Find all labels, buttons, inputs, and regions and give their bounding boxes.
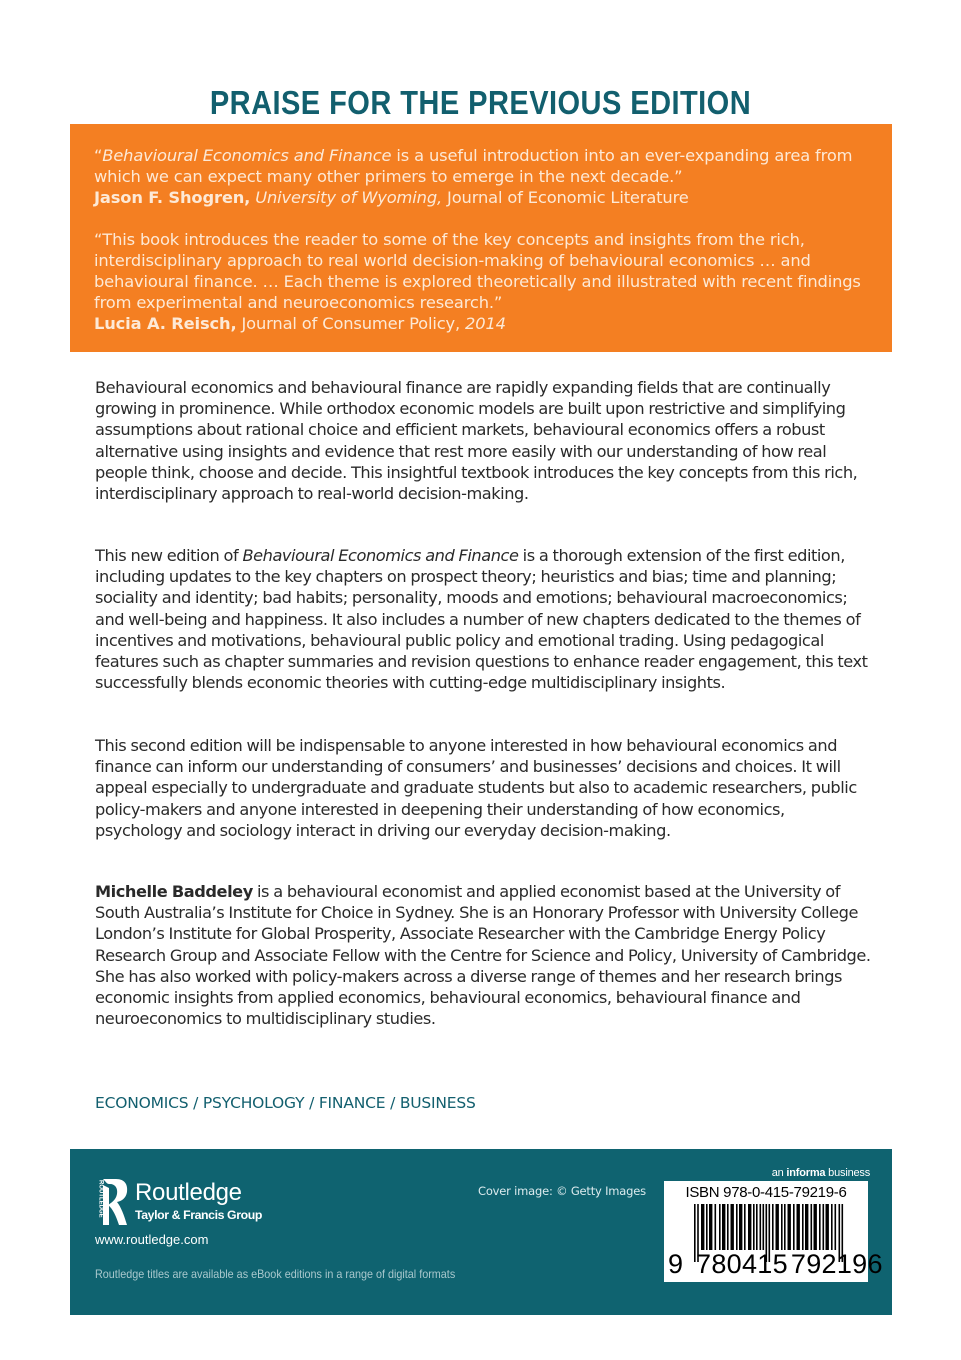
- cover-image-credit: Cover image: © Getty Images: [478, 1184, 646, 1198]
- text-span: This new edition of: [95, 546, 243, 565]
- quote-source: Journal of Consumer Policy,: [236, 314, 461, 334]
- book-title: Behavioural Economics and Finance: [102, 146, 392, 165]
- publisher-name: Routledge: [135, 1179, 242, 1206]
- paragraph-text: Behavioural economics and behavioural finance are rapidly expanding fields that are continually growing in prominence. While orthodox economic models are built upon restrictive and simplifying assumptions about rational choice and efficient markets, behavioural economics offers a robust alternative using insights and evidence that rest more easily with our understanding of how real people think, choose and decide. This insightful textbook introduces the key concepts from this rich, interdisciplinary approach to real-world decision-making.: [95, 378, 858, 504]
- informa-tagline: [772, 1167, 870, 1179]
- quote-author: Lucia A. Reisch,: [94, 314, 237, 334]
- barcode-digit-group: 792196: [790, 1249, 883, 1279]
- bio-text: is a behavioural economist and applied economist based at the University of South Australia’s Institute for Choice in Sydney. She is an Honorary Professor with University College London’s Institute for Global Prosperity, Associate Researcher with the Cambridge Energy Policy Research Group and Associate Fellow with the Centre for Science and Policy, University of Cambridge. She has also worked with policy-makers across a diverse range of themes and her research brings economic insights from applied economics, behavioural economics, behavioural finance and neuroeconomics to multidisciplinary studies.: [95, 882, 871, 1029]
- text-span: is a thorough extension of the first edition, including updates to the key chapters on prospect theory; heuristics and bias; time and planning; sociality and identity; bad habits; personality, moods and emotions; behavioural macroeconomics; and well-being and happiness. It also includes a number of new chapters dedicated to the themes of incentives and motivations, behavioural public policy and emotional trading. Using pedagogical features such as chapter summaries and revision questions to enhance reader engagement, this text successfully blends economic theories with cutting-edge multidisciplinary insights.: [95, 546, 868, 693]
- barcode-digit-group: 780415: [696, 1249, 788, 1279]
- author-bio: [95, 881, 875, 1029]
- page-title: PRAISE FOR THE PREVIOUS EDITION: [209, 84, 752, 122]
- paragraph-text: [95, 881, 875, 1029]
- quote-author: Jason F. Shogren,: [94, 188, 251, 208]
- text-span: an: [771, 1167, 787, 1179]
- routledge-logo: [94, 1179, 262, 1227]
- isbn-barcode: [664, 1181, 883, 1282]
- ebook-note: Routledge titles are available as eBook editions in a range of digital formats: [95, 1267, 456, 1281]
- paragraph-text: This second edition will be indispensable to anyone interested in how behavioural economics and finance can inform our understanding of consumers’ and businesses’ decisions and choices. It will appeal especially to undergraduate and graduate students but also to academic researchers, public policy-makers and anyone interested in deepening their understanding of how economics, psychology and sociology interact in driving our everyday decision-making.: [95, 736, 857, 840]
- quote-text: is a useful introduction into an ever-expanding area from which we can expect many other primers to emerge in the next decade.”: [94, 146, 853, 187]
- publisher-footer: [70, 1149, 892, 1315]
- description-paragraph: [95, 735, 875, 841]
- book-title: Behavioural Economics and Finance: [242, 546, 519, 565]
- svg-text:ROUTLEDGE: ROUTLEDGE: [97, 1180, 104, 1218]
- quote-affiliation: University of Wyoming,: [250, 188, 443, 208]
- text-span: business: [825, 1167, 870, 1179]
- routledge-r-logo-icon: [94, 1179, 128, 1225]
- quote-text: “This book introduces the reader to some of the key concepts and insights from the rich, interdisciplinary approach to real world decision-making of behavioural economics … and behavioural finance. … Each theme is explored theoretically and illustrated with recent findings from experimental and neuroeconomics research.”: [94, 229, 861, 313]
- paragraph-text: [95, 545, 875, 693]
- quote-mark: “: [94, 146, 103, 165]
- barcode-lead-digit: 9: [668, 1249, 684, 1279]
- praise-quote: [94, 229, 868, 335]
- barcode-digits: [668, 1249, 883, 1279]
- quote-source: Journal of Economic Literature: [442, 188, 689, 208]
- praise-quote: [94, 145, 868, 209]
- publisher-group: Taylor & Francis Group: [135, 1208, 262, 1222]
- informa-brand: informa: [786, 1167, 826, 1179]
- isbn-number: ISBN 978-0-415-79219-6: [685, 1184, 847, 1201]
- quote-year: 2014: [460, 314, 506, 334]
- praise-box: [70, 124, 892, 352]
- author-name: Michelle Baddeley: [95, 882, 253, 901]
- subject-categories: ECONOMICS / PSYCHOLOGY / FINANCE / BUSINESS: [95, 1094, 476, 1112]
- description-paragraph: [95, 377, 875, 504]
- publisher-website-link[interactable]: www.routledge.com: [95, 1232, 209, 1247]
- description-paragraph: [95, 545, 875, 693]
